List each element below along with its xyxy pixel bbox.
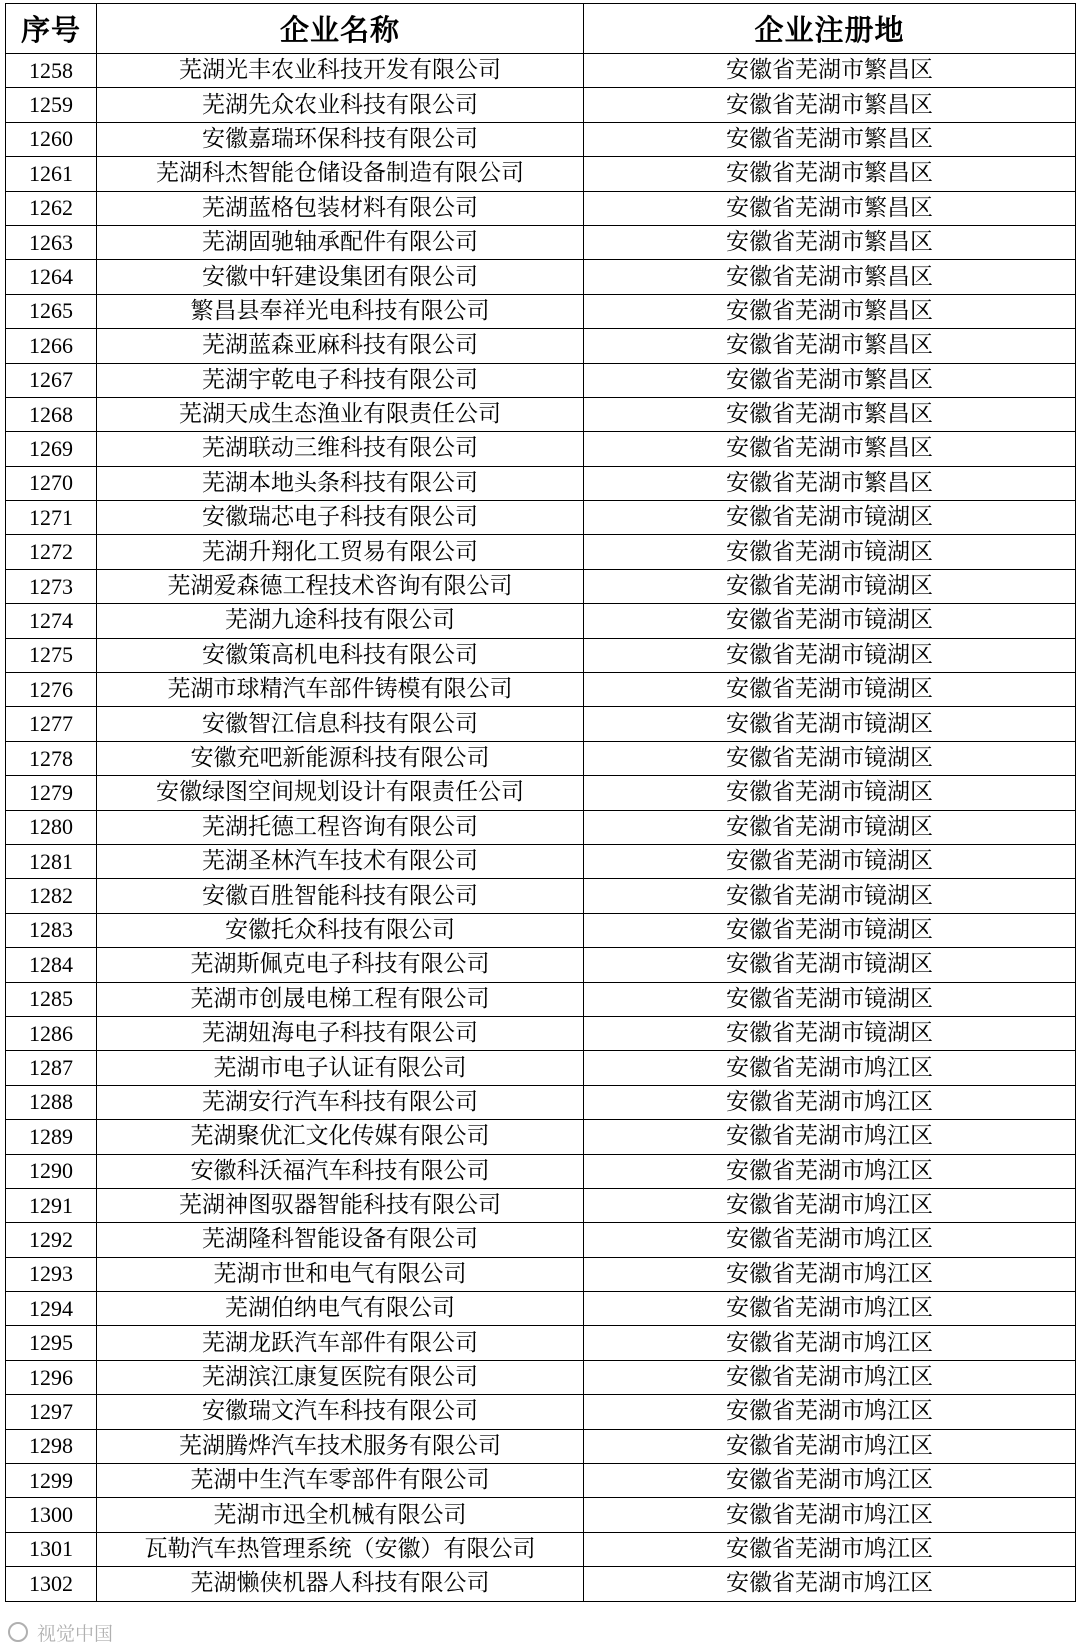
- table-row: [6, 1360, 1076, 1394]
- table-row: [6, 122, 1076, 156]
- cell-serial-number: 1269: [6, 432, 97, 466]
- table-row: [6, 191, 1076, 225]
- cell-company-name: 安徽智江信息科技有限公司: [97, 707, 584, 741]
- cell-company-name: 芜湖升翔化工贸易有限公司: [97, 535, 584, 569]
- table-row: [6, 810, 1076, 844]
- cell-serial-number: 1263: [6, 225, 97, 259]
- cell-serial-number: 1270: [6, 466, 97, 500]
- cell-serial-number: 1301: [6, 1532, 97, 1566]
- cell-serial-number: 1297: [6, 1395, 97, 1429]
- cell-registered-location: 安徽省芜湖市鸠江区: [584, 1188, 1076, 1222]
- cell-serial-number: 1288: [6, 1085, 97, 1119]
- cell-company-name: 瓦勒汽车热管理系统（安徽）有限公司: [97, 1532, 584, 1566]
- cell-company-name: 芜湖联动三维科技有限公司: [97, 432, 584, 466]
- cell-company-name: 芜湖固驰轴承配件有限公司: [97, 225, 584, 259]
- cell-serial-number: 1258: [6, 54, 97, 88]
- cell-registered-location: 安徽省芜湖市繁昌区: [584, 260, 1076, 294]
- cell-registered-location: 安徽省芜湖市镜湖区: [584, 913, 1076, 947]
- table-row: [6, 1532, 1076, 1566]
- table-row: [6, 982, 1076, 1016]
- cell-company-name: 芜湖安行汽车科技有限公司: [97, 1085, 584, 1119]
- table-row: [6, 1395, 1076, 1429]
- cell-company-name: 安徽绿图空间规划设计有限责任公司: [97, 776, 584, 810]
- cell-registered-location: 安徽省芜湖市镜湖区: [584, 982, 1076, 1016]
- cell-registered-location: 安徽省芜湖市镜湖区: [584, 879, 1076, 913]
- cell-serial-number: 1271: [6, 501, 97, 535]
- cell-serial-number: 1298: [6, 1429, 97, 1463]
- header-company-name: 企业名称: [97, 4, 584, 54]
- cell-registered-location: 安徽省芜湖市镜湖区: [584, 948, 1076, 982]
- cell-company-name: 安徽百胜智能科技有限公司: [97, 879, 584, 913]
- cell-serial-number: 1295: [6, 1326, 97, 1360]
- table-header-row: [6, 4, 1076, 54]
- cell-company-name: 繁昌县奉祥光电科技有限公司: [97, 294, 584, 328]
- cell-registered-location: 安徽省芜湖市镜湖区: [584, 604, 1076, 638]
- cell-serial-number: 1293: [6, 1257, 97, 1291]
- cell-company-name: 芜湖市创晟电梯工程有限公司: [97, 982, 584, 1016]
- cell-company-name: 安徽中轩建设集团有限公司: [97, 260, 584, 294]
- cell-registered-location: 安徽省芜湖市镜湖区: [584, 741, 1076, 775]
- table-row: [6, 1016, 1076, 1050]
- cell-registered-location: 安徽省芜湖市鸠江区: [584, 1532, 1076, 1566]
- cell-registered-location: 安徽省芜湖市镜湖区: [584, 501, 1076, 535]
- cell-company-name: 芜湖市电子认证有限公司: [97, 1051, 584, 1085]
- cell-company-name: 芜湖伯纳电气有限公司: [97, 1292, 584, 1326]
- cell-company-name: 芜湖隆科智能设备有限公司: [97, 1223, 584, 1257]
- cell-registered-location: 安徽省芜湖市繁昌区: [584, 294, 1076, 328]
- cell-serial-number: 1264: [6, 260, 97, 294]
- cell-registered-location: 安徽省芜湖市鸠江区: [584, 1395, 1076, 1429]
- cell-registered-location: 安徽省芜湖市繁昌区: [584, 466, 1076, 500]
- cell-registered-location: 安徽省芜湖市繁昌区: [584, 122, 1076, 156]
- cell-registered-location: 安徽省芜湖市镜湖区: [584, 844, 1076, 878]
- table-row: [6, 363, 1076, 397]
- cell-registered-location: 安徽省芜湖市鸠江区: [584, 1223, 1076, 1257]
- cell-serial-number: 1291: [6, 1188, 97, 1222]
- cell-registered-location: 安徽省芜湖市鸠江区: [584, 1429, 1076, 1463]
- cell-registered-location: 安徽省芜湖市镜湖区: [584, 569, 1076, 603]
- cell-registered-location: 安徽省芜湖市镜湖区: [584, 673, 1076, 707]
- cell-registered-location: 安徽省芜湖市鸠江区: [584, 1051, 1076, 1085]
- cell-serial-number: 1300: [6, 1498, 97, 1532]
- cell-serial-number: 1265: [6, 294, 97, 328]
- watermark-text: 视觉中国: [37, 1623, 114, 1645]
- table-row: [6, 54, 1076, 88]
- table-row: [6, 501, 1076, 535]
- cell-serial-number: 1268: [6, 397, 97, 431]
- cell-company-name: 芜湖本地头条科技有限公司: [97, 466, 584, 500]
- cell-serial-number: 1299: [6, 1464, 97, 1498]
- enterprise-table: [5, 3, 1076, 1602]
- cell-registered-location: 安徽省芜湖市繁昌区: [584, 432, 1076, 466]
- cell-serial-number: 1266: [6, 329, 97, 363]
- cell-company-name: 安徽瑞芯电子科技有限公司: [97, 501, 584, 535]
- cell-serial-number: 1296: [6, 1360, 97, 1394]
- table-row: [6, 741, 1076, 775]
- table-row: [6, 1567, 1076, 1601]
- table-row: [6, 329, 1076, 363]
- cell-registered-location: 安徽省芜湖市鸠江区: [584, 1360, 1076, 1394]
- cell-serial-number: 1273: [6, 569, 97, 603]
- cell-company-name: 芜湖市球精汽车部件铸模有限公司: [97, 673, 584, 707]
- cell-serial-number: 1272: [6, 535, 97, 569]
- table-row: [6, 569, 1076, 603]
- cell-company-name: 芜湖天成生态渔业有限责任公司: [97, 397, 584, 431]
- cell-registered-location: 安徽省芜湖市繁昌区: [584, 363, 1076, 397]
- cell-company-name: 芜湖斯佩克电子科技有限公司: [97, 948, 584, 982]
- cell-registered-location: 安徽省芜湖市繁昌区: [584, 157, 1076, 191]
- cell-registered-location: 安徽省芜湖市镜湖区: [584, 707, 1076, 741]
- cell-serial-number: 1292: [6, 1223, 97, 1257]
- table-row: [6, 432, 1076, 466]
- cell-registered-location: 安徽省芜湖市繁昌区: [584, 54, 1076, 88]
- table-row: [6, 1464, 1076, 1498]
- cell-company-name: 安徽瑞文汽车科技有限公司: [97, 1395, 584, 1429]
- cell-serial-number: 1277: [6, 707, 97, 741]
- cell-company-name: 芜湖光丰农业科技开发有限公司: [97, 54, 584, 88]
- cell-serial-number: 1289: [6, 1120, 97, 1154]
- cell-company-name: 芜湖科杰智能仓储设备制造有限公司: [97, 157, 584, 191]
- cell-registered-location: 安徽省芜湖市鸠江区: [584, 1292, 1076, 1326]
- cell-company-name: 芜湖腾烨汽车技术服务有限公司: [97, 1429, 584, 1463]
- table-row: [6, 913, 1076, 947]
- cell-registered-location: 安徽省芜湖市繁昌区: [584, 88, 1076, 122]
- cell-registered-location: 安徽省芜湖市鸠江区: [584, 1567, 1076, 1601]
- cell-serial-number: 1275: [6, 638, 97, 672]
- cell-company-name: 安徽策高机电科技有限公司: [97, 638, 584, 672]
- table-row: [6, 1051, 1076, 1085]
- table-row: [6, 1429, 1076, 1463]
- table-row: [6, 1498, 1076, 1532]
- cell-registered-location: 安徽省芜湖市鸠江区: [584, 1326, 1076, 1360]
- cell-company-name: 芜湖滨江康复医院有限公司: [97, 1360, 584, 1394]
- table-row: [6, 260, 1076, 294]
- cell-serial-number: 1278: [6, 741, 97, 775]
- table-row: [6, 1154, 1076, 1188]
- cell-company-name: 芜湖先众农业科技有限公司: [97, 88, 584, 122]
- cell-serial-number: 1287: [6, 1051, 97, 1085]
- table-row: [6, 1120, 1076, 1154]
- cell-serial-number: 1285: [6, 982, 97, 1016]
- cell-serial-number: 1302: [6, 1567, 97, 1601]
- cell-company-name: 芜湖蓝森亚麻科技有限公司: [97, 329, 584, 363]
- cell-registered-location: 安徽省芜湖市鸠江区: [584, 1154, 1076, 1188]
- cell-registered-location: 安徽省芜湖市鸠江区: [584, 1085, 1076, 1119]
- cell-serial-number: 1262: [6, 191, 97, 225]
- cell-registered-location: 安徽省芜湖市繁昌区: [584, 191, 1076, 225]
- cell-serial-number: 1281: [6, 844, 97, 878]
- table-row: [6, 673, 1076, 707]
- cell-company-name: 芜湖托德工程咨询有限公司: [97, 810, 584, 844]
- cell-registered-location: 安徽省芜湖市镜湖区: [584, 776, 1076, 810]
- cell-company-name: 芜湖市迅全机械有限公司: [97, 1498, 584, 1532]
- cell-serial-number: 1282: [6, 879, 97, 913]
- cell-serial-number: 1260: [6, 122, 97, 156]
- table-row: [6, 157, 1076, 191]
- watermark: [8, 1619, 113, 1646]
- cell-registered-location: 安徽省芜湖市鸠江区: [584, 1257, 1076, 1291]
- table-row: [6, 1188, 1076, 1222]
- cell-registered-location: 安徽省芜湖市鸠江区: [584, 1120, 1076, 1154]
- cell-serial-number: 1267: [6, 363, 97, 397]
- table-row: [6, 535, 1076, 569]
- cell-serial-number: 1290: [6, 1154, 97, 1188]
- cell-company-name: 安徽充吧新能源科技有限公司: [97, 741, 584, 775]
- table-row: [6, 1223, 1076, 1257]
- cell-company-name: 芜湖蓝格包装材料有限公司: [97, 191, 584, 225]
- cell-serial-number: 1276: [6, 673, 97, 707]
- cell-registered-location: 安徽省芜湖市鸠江区: [584, 1464, 1076, 1498]
- cell-company-name: 安徽托众科技有限公司: [97, 913, 584, 947]
- cell-serial-number: 1279: [6, 776, 97, 810]
- table-row: [6, 294, 1076, 328]
- watermark-logo-icon: [8, 1622, 28, 1642]
- table-row: [6, 225, 1076, 259]
- cell-serial-number: 1274: [6, 604, 97, 638]
- cell-registered-location: 安徽省芜湖市镜湖区: [584, 1016, 1076, 1050]
- cell-company-name: 芜湖圣林汽车技术有限公司: [97, 844, 584, 878]
- header-registered-location: 企业注册地: [584, 4, 1076, 54]
- cell-registered-location: 安徽省芜湖市镜湖区: [584, 810, 1076, 844]
- cell-company-name: 芜湖龙跃汽车部件有限公司: [97, 1326, 584, 1360]
- table-row: [6, 88, 1076, 122]
- table-row: [6, 776, 1076, 810]
- table-row: [6, 397, 1076, 431]
- cell-registered-location: 安徽省芜湖市繁昌区: [584, 225, 1076, 259]
- cell-company-name: 芜湖宇乾电子科技有限公司: [97, 363, 584, 397]
- cell-company-name: 芜湖市世和电气有限公司: [97, 1257, 584, 1291]
- cell-registered-location: 安徽省芜湖市镜湖区: [584, 535, 1076, 569]
- cell-serial-number: 1294: [6, 1292, 97, 1326]
- cell-company-name: 芜湖神图驭器智能科技有限公司: [97, 1188, 584, 1222]
- cell-serial-number: 1261: [6, 157, 97, 191]
- cell-registered-location: 安徽省芜湖市鸠江区: [584, 1498, 1076, 1532]
- table-row: [6, 707, 1076, 741]
- cell-company-name: 芜湖中生汽车零部件有限公司: [97, 1464, 584, 1498]
- cell-company-name: 芜湖懒侠机器人科技有限公司: [97, 1567, 584, 1601]
- cell-registered-location: 安徽省芜湖市镜湖区: [584, 638, 1076, 672]
- table-row: [6, 1257, 1076, 1291]
- table-row: [6, 466, 1076, 500]
- cell-registered-location: 安徽省芜湖市繁昌区: [584, 397, 1076, 431]
- cell-serial-number: 1280: [6, 810, 97, 844]
- table-row: [6, 1326, 1076, 1360]
- cell-company-name: 芜湖聚优汇文化传媒有限公司: [97, 1120, 584, 1154]
- cell-serial-number: 1283: [6, 913, 97, 947]
- cell-serial-number: 1284: [6, 948, 97, 982]
- cell-serial-number: 1286: [6, 1016, 97, 1050]
- cell-registered-location: 安徽省芜湖市繁昌区: [584, 329, 1076, 363]
- cell-company-name: 安徽嘉瑞环保科技有限公司: [97, 122, 584, 156]
- header-serial-number: 序号: [6, 4, 97, 54]
- table-row: [6, 879, 1076, 913]
- cell-company-name: 芜湖爱森德工程技术咨询有限公司: [97, 569, 584, 603]
- table-row: [6, 1085, 1076, 1119]
- cell-serial-number: 1259: [6, 88, 97, 122]
- table-row: [6, 604, 1076, 638]
- table-row: [6, 1292, 1076, 1326]
- table-row: [6, 948, 1076, 982]
- cell-company-name: 安徽科沃福汽车科技有限公司: [97, 1154, 584, 1188]
- table-row: [6, 844, 1076, 878]
- cell-company-name: 芜湖妞海电子科技有限公司: [97, 1016, 584, 1050]
- table-row: [6, 638, 1076, 672]
- cell-company-name: 芜湖九途科技有限公司: [97, 604, 584, 638]
